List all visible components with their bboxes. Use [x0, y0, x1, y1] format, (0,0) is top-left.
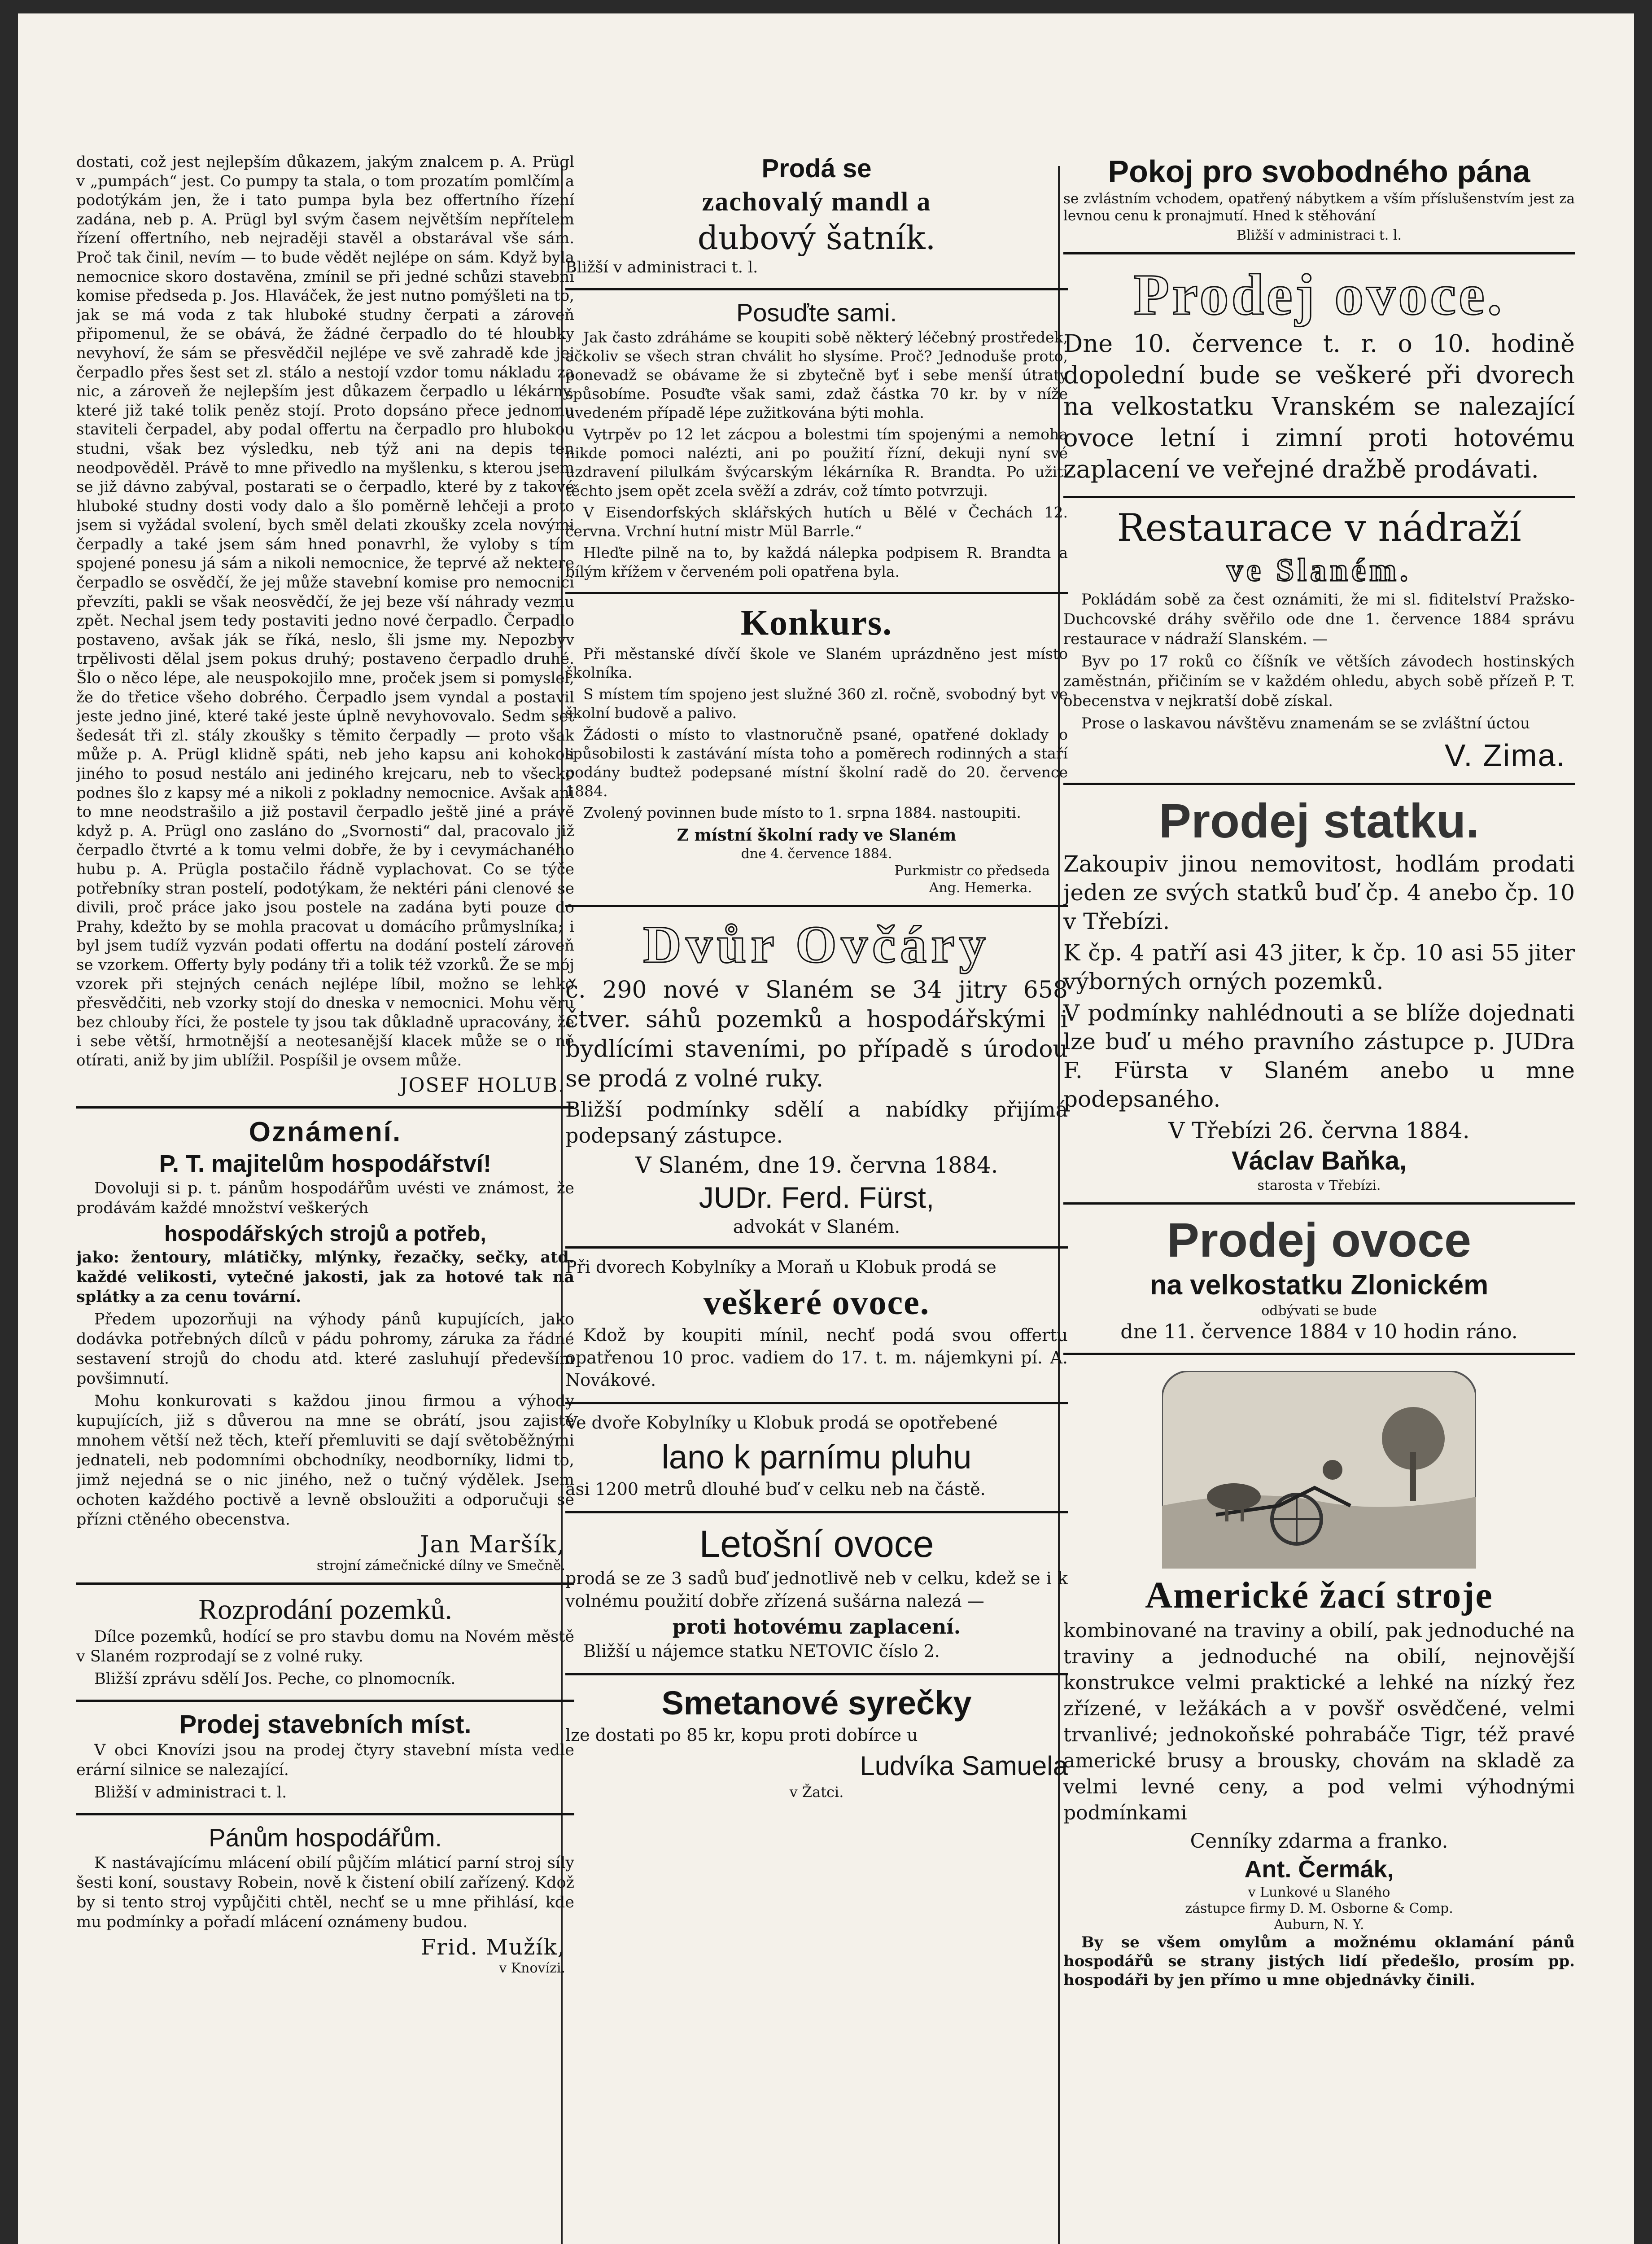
mandl-footer: Bližší v administraci t. l. [565, 259, 758, 276]
posudte-title: Posuďte sami. [736, 298, 897, 327]
restaurace-p3: Prose o laskavou návštěvu znamenám se se zvláštní úctou [1081, 714, 1530, 732]
letosni-text: prodá se ze 3 sadů buď jednotlivě neb v celku, kdež se i k volnému použití dobře zřízená sušárna nalezá — [565, 1569, 1068, 1611]
lano-intro: Ve dvoře Kobylníky u Klobuk prodá se opotřebené [565, 1413, 998, 1433]
ad-oznameni [76, 1111, 574, 1585]
mandl-line3: dubový šatník. [697, 219, 936, 257]
zlonice-small: odbývati se bude [1261, 1303, 1377, 1319]
zaci-stroje-signature: Ant. Čermák, [1244, 1856, 1394, 1883]
rozprodani-footer: Bližší zprávu sdělí Jos. Peche, co plnomocník. [94, 1670, 456, 1688]
pokoj-title: Pokoj pro svobodného pána [1108, 154, 1530, 189]
rozprodani-text: Dílce pozemků, hodící se pro stavbu domu na Novém městě v Slaném rozprodají se z volné ruky. [76, 1627, 574, 1665]
posudte-p2: Vytrpěv po 12 let zácpou a bolestmi tím spojenými a nemoha nikde pomoci nalézti, ani po použití řízní, dekuji nyní své uzdravení pilulkám švýcarským lékárníka R. Brandta. Po užití těchto jsem opět zcela svěží a zdráv, což tímto potvrzuji. [565, 425, 1068, 500]
restaurace-title: Restaurace v nádraží [1117, 506, 1521, 550]
dvur-date: V Slaném, dne 19. června 1884. [635, 1152, 998, 1178]
panum-text: K nastávajícímu mlácení obilí půjčím mláticí parní stroj síly šesti koní, soustavy Robein, nově k čistení obilí zařízený. Kdož by si tento stroj vypůjčiti chtěl, nechť se u mne přihlásí, kde mu podmínky a pořadí mlácení oznámeny budou. [76, 1854, 574, 1931]
syrecky-text: lze dostati po 85 kr, kopu proti dobírce u [565, 1725, 918, 1745]
ad-panum-hospodarum [76, 1818, 574, 1985]
article-holub [76, 148, 574, 1109]
konkurs-p4: Zvolený povinnen bude místo to 1. srpna 1884. nastoupiti. [583, 804, 1021, 821]
konkurs-sig3: Purkmistr co předseda [894, 863, 1050, 879]
zaci-stroje-text: kombinované na traviny a obilí, pak jednoduché na traviny a jednoduché na obilí, nejnovější konstrukce velmi praktické a lehké na nízký řez zřízené, v ležákách a v povšř osvědčené, velmi trvanlivé; jednokoňské pohrabáče Tigr, též pravé americké brusy a brousky, chovám na skladě za velmi levné ceny, a pod velmi výhodnými podmínkami [1063, 1619, 1575, 1824]
kobylniky-title: veškeré ovoce. [703, 1283, 930, 1322]
konkurs-sig4: Ang. Hemerka. [929, 880, 1032, 896]
ad-konkurs [565, 597, 1068, 907]
oznameni-p3: Mohu konkurovati s každou jinou firmou a výhody kupujících, již s důverou na mne se obrátí, jsou zajisté mnohem větší než těch, kteří přemluviti se dají světoběžnými jednateli, neb podomními obchodníky, neodborníky, lidmi to, jimž nejedná se o nic jiného, než o tučný výdělek. Jsem ochoten každého poctivě a levně obsloužiti a odporučuji se přízni ctěného obecenstva. [76, 1392, 574, 1529]
oznameni-subtitle: P. T. majitelům hospodářství! [159, 1150, 492, 1177]
restaurace-p1: Pokládám sobě za čest oznámiti, že mi sl. fiditelství Pražsko-Duchcovské dráhy svěřilo ode dne 1. července 1884 správu restaurace v nádraží Slanském. — [1063, 591, 1575, 648]
kobylniky-intro: Při dvorech Kobylníky a Moraň u Klobuk prodá se [565, 1257, 996, 1277]
oznameni-signature: Jan Maršík, [420, 1531, 565, 1558]
dvur-signature: JUDr. Ferd. Fürst, [699, 1181, 935, 1214]
oznameni-signature-sub: strojní zámečnické dílny ve Smečně. [316, 1557, 565, 1573]
konkurs-p1: Při městanské dívčí škole ve Slaném uprázdněno jest místo školníka. [565, 645, 1068, 681]
mandl-line1: Prodá se [761, 154, 872, 183]
ad-restaurace [1063, 501, 1575, 785]
restaurace-subtitle: ve Slaném. [1227, 552, 1412, 588]
pokoj-text: se zvlástním vchodem, opatřený nábytkem a vším příslušenstvím jest za levnou cenu k pronajmutí. Hned k stěhování [1063, 191, 1575, 224]
prodej-statku-date: V Třebízi 26. června 1884. [1168, 1118, 1470, 1144]
posudte-p3: V Eisendorfských sklářských hutích u Bělé v Čechách 12. června. Vrchní hutní mistr Mül Barrle.“ [565, 504, 1068, 540]
prodej-mist-footer: Bližší v administraci t. l. [94, 1783, 287, 1801]
pokoj-footer: Bližší v administraci t. l. [1237, 228, 1402, 243]
oznameni-p2: Předem upozorňuji na výhody pánů kupujících, jako dodávka potřebných dílců v pádu pohromy, záruka za řádné sestavení strojů do chodu atd. které zasluhují především povšimnutí. [76, 1310, 574, 1388]
dvur-p2: Bližší podmínky sdělí a nabídky přijímá podepsaný zástupce. [565, 1097, 1068, 1148]
ad-smetanove-syrecky [565, 1678, 1068, 1809]
column-1 [76, 148, 574, 1988]
kobylniky-text: Kdož by koupiti mínil, nechť podá svou offertu opatřenou 10 proc. vadiem do 17. t. m. nájemkyni pí. A. Novákové. [565, 1325, 1068, 1390]
panum-signature-sub: v Knovízi. [499, 1960, 565, 1976]
letosni-footer: Bližší u nájemce statku NETOVIC číslo 2. [583, 1641, 940, 1661]
prodej-statku-signature-sub: starosta v Třebízi. [1257, 1178, 1381, 1193]
letosni-title: Letošní ovoce [699, 1523, 934, 1565]
article-signature: JOSEF HOLUB. [399, 1074, 565, 1097]
oznameni-intro: Dovoluji si p. t. pánům hospodářům uvésti ve známost, že prodávám každé množství veškerých [76, 1179, 574, 1217]
zaci-stroje-sig3: zástupce firmy D. M. Osborne & Comp. [1185, 1901, 1453, 1916]
ad-prodej-mist [76, 1705, 574, 1815]
konkurs-p2: S místem tím spojeno jest služné 360 zl. ročně, svobodný byt ve školní budově a palivo. [565, 685, 1068, 722]
prodej-statku-p2: K čp. 4 patří asi 43 jiter, k čp. 10 asi 55 jiter výborných orných pozemků. [1063, 940, 1575, 995]
prodej-mist-title: Prodej stavebních míst. [179, 1709, 472, 1739]
zaci-stroje-warning: By se všem omylům a možnému oklamání pánů hospodářů se strany jistých lidí předešlo, prosím pp. hospodáři by jen přímo u mne objednávky činili. [1063, 1933, 1575, 1989]
ad-prodej-statku [1063, 788, 1575, 1205]
mandl-line2: zachovalý mandl a [702, 187, 931, 216]
prodej-statku-title: Prodej statku. [1158, 793, 1480, 848]
ad-lano [565, 1407, 1068, 1513]
panum-title: Pánům hospodářům. [209, 1823, 442, 1852]
ad-dvur-ovcary [565, 910, 1068, 1249]
zaci-stroje-sig2: v Lunkové u Slaného [1248, 1885, 1390, 1900]
article-body: dostati, což jest nejlepším důkazem, jakým znalcem p. A. Prügl v „pumpách“ jest. Co pumpy ta stala, o tom prozatím pomlčím a podotýkám jen, že i tato pumpa byla bez offertního řízení zadána, neb p. A. Prügl byl svým časem největším nepřítelem řízení offertního, neb nejraději stavěl a obstarával vše sám. Proč tak činil, nevím — to bude vědět nejlépe on sám. Když byla nemocnice skoro dostavěna, zmínil se při jedné schůzi stavební komise předseda p. Jos. Hlaváček, že jest nutno pomýšleti na to, jak se má voda z tak hluboké studny čerpati a zároveň připomenul, že se obává, že žádné čerpadlo do té hloubky nevyhoví, že sám se přesvědčil nejlépe ve svě zahradě kde jej čerpadlo přes šest set zl. stálo a nestojí vzdor tomu nákladu za nic, a zároveň že nejlepším jest důkazem čerpadlo u lékárny, které již také tolik peněz stojí. Proto dopsáno přece jednomu staviteli čerpadel, aby podal offertu na čerpadlo pro hlubokou studni, však bez výsledku, neb týž ani na depis ten neodpověděl. Právě to mne přivedlo na myšlenku, s kterou jsem se již dávno zabýval, postarati se o čerpadlo, které by z takové hluboké studny dosti vody dalo a šlo poměrně lehčeji a proto jsem si vyžádal svolení, bych směl delati zkoušky zcela novými čerpadly a také jsem sám hned ponavrhl, že vyloby s tím spojené ponesu já sám a nikoli nemocnice, že teprvé až nektere čerpadlo se osvědčí, že jej může stavební komise pro nemocnici převzíti, pakli se však neosvědčí, že jej beze vší náhrady vezmu zpět. Nechal jsem tedy postaviti jedno nové čerpadlo. Čerpadlo postaveno, avšak ják se říká, neslo, šli jsme my. Nepozbyv trpělivosti dělal jsem pokus druhý; postaveno čerpadlo druhé. Šlo o něco lépe, ale neuspokojilo mne, proček jsem si pomyslel, že do třetice všeho dobrého. Čerpadlo jsem vyndal a postavil jeste jedno jiné, které také jeste úplně nevyhovovalo. Sedm set šedesát tři zl. stály zkoušky s těmito čerpadly — proto však může p. A. Prügl klidně spáti, neb jeho kapsu ani kohokoli jiného to posud nestálo ani jediného krejcaru, neb to všecko podnes šlo z kapsy mé a nikoli z pokladny nemocnice. Avšak ani to mne neodstrašilo a již postavil čerpadlo ještě jiné a právě když p. A. Prügl ono zasláno do „Svornosti“ dal, pracovalo již čerpadlo čtvrté a k tomu velmi dobře, že by i cevymáchaného hubu p. A. Prügla postačilo řádně vyplachovat. Co se týče potřebníky stran postelí, podotýkam, že nektéri páni clenové se divili, proč práce jako jsou postele na zadána byti pouze do Prahy, kdežto by se mohla pracovat u domácího průmyslníka; i byl jsem tudíž vyzván podati offertu na dodání postelí zároveň se vzorkem. Offerty byly podány tři a tolik též vzorků. Že se mój vzorek při stejných cenách nejlépe líbil, možno se lehko přesvědčiti, neb vzorky stojí do dneska v nemocnici. Mohu věru bez chlouby říci, že postele ty jsou tak důkladně upracovány, že i sebe větší, hrmotnější a neotesanější klacek může se o ně otírati, aniž by jim ublížil. Pospíšil je ovsem může. [76, 153, 574, 1069]
column-2 [565, 148, 1068, 1812]
prodej-ovoce-text: Dne 10. července t. r. o 10. hodině dopolední bude se veškeré při dvorech na velkostatku Vranském se nalezající ovoce letní i zimní proti hotovému zaplacení ve veřejné dražbě prodávati. [1063, 329, 1575, 483]
reaper-illustration [1162, 1371, 1476, 1569]
restaurace-signature: V. Zima. [1444, 738, 1566, 773]
letosni-bold: proti hotovému zaplacení. [672, 1616, 961, 1639]
ad-zaci-stroje [1063, 1358, 1575, 2000]
konkurs-title: Konkurs. [740, 603, 893, 643]
dvur-title: Dvůr Ovčáry [643, 915, 990, 974]
prodej-statku-signature: Václav Baňka, [1231, 1146, 1407, 1175]
zaci-stroje-sig4: Auburn, N. Y. [1274, 1917, 1364, 1933]
prodej-statku-text: Zakoupiv jinou nemovitost, hodlám prodati jeden ze svých statků buď čp. 4 anebo čp. 10 v Třebízi. [1063, 851, 1575, 934]
dvur-signature-sub: advokát v Slaném. [733, 1217, 900, 1237]
zaci-stroje-title: Americké žací stroje [1145, 1574, 1493, 1616]
syrecky-signature: Ludvíka Samuela [860, 1751, 1068, 1781]
lano-text: asi 1200 metrů dlouhé buď v celku neb na částě. [565, 1479, 986, 1499]
zlonice-subtitle: na velkostatku Zlonickém [1149, 1270, 1489, 1301]
ad-letosni-ovoce [565, 1516, 1068, 1675]
newspaper-page [18, 13, 1634, 2244]
lano-title: lano k parnímu pluhu [661, 1438, 972, 1476]
ad-posudte-sami [565, 293, 1068, 594]
konkurs-p3: Žádosti o místo to vlastnoručně psané, opatřené doklady o spůsobilosti k zastávání místa toho a pomĕrech rodinných a staří podány budtež podepsané místní školní radě do 20. července 1884. [565, 726, 1068, 800]
prodej-mist-text: V obci Knovízi jsou na prodej čtyry stavební místa vedle erární silnice se nalezající. [76, 1741, 574, 1779]
restaurace-p2: Byv po 17 roků co číšník ve větších závodech hostinských zaměstnán, přičiním se v každém ohledu, abych sobě přízeň P. T. obecenstva v nejkratší době získal. [1063, 653, 1575, 710]
oznameni-list: jako: žentoury, mlátičky, mlýnky, řezačky, sečky, atd. každé velikosti, vytečné jakosti, jak za hotové tak na splátky a za cenu tovární. [76, 1248, 574, 1306]
rozprodani-title: Rozprodání pozemků. [198, 1593, 452, 1625]
ad-mandl [565, 148, 1068, 290]
column-3 [1063, 148, 1575, 2003]
panum-signature: Frid. Mužík, [421, 1934, 565, 1960]
syrecky-title: Smetanové syrečky [661, 1684, 972, 1722]
zlonice-title: Prodej ovoce [1167, 1213, 1472, 1267]
ad-prodej-zlonice [1063, 1207, 1575, 1355]
zaci-stroje-footer: Cenníky zdarma a franko. [1190, 1830, 1448, 1853]
prodej-ovoce-title: Prodej ovoce. [1133, 263, 1505, 327]
ad-rozprodani [76, 1587, 574, 1702]
konkurs-sig1: Z místní školní rady ve Slaném [677, 826, 957, 845]
oznameni-title: Oznámení. [249, 1116, 402, 1148]
posudte-p1: Jak často zdráháme se koupiti sobě některý léčebný prostředek, ačkoliv se všech stran chválit ho slysíme. Proč? Jednoduše proto, ponevadž se obávame že si zbytečně byť i sebe menší útraty spůsobíme. Posuďte však sami, zdaž částka 70 kr. by v níže uvedeném případě lépe zužitkována býti mohla. [565, 329, 1068, 421]
prodej-statku-p3: V podmínky nahlédnouti a se blíže dojednati lze buď u mého pravního zástupce p. JUDra F. Fürsta v Slaném anebo u mne podepsaného. [1063, 1000, 1575, 1112]
ad-pokoj [1063, 148, 1575, 254]
posudte-p4: Hleďte pilně na to, by každá nálepka podpisem R. Brandta a bílým křížem v červeném poli opatřena byla. [565, 544, 1068, 580]
syrecky-signature-sub: v Žatci. [789, 1784, 844, 1801]
zlonice-date: dne 11. července 1884 v 10 hodin ráno. [1120, 1320, 1518, 1343]
konkurs-sig2: dne 4. července 1884. [741, 846, 892, 862]
oznameni-highlight: hospodářských strojů a potřeb, [164, 1222, 486, 1246]
ad-prodej-ovoce [1063, 257, 1575, 498]
ad-ovoce-kobylniky [565, 1251, 1068, 1404]
dvur-text: č. 290 nové v Slaném se 34 jitry 658 čtver. sáhů pozemků a hospodářskými i bydlícími staveními, po případě s úrodou se prodá z volné ruky. [565, 977, 1068, 1092]
